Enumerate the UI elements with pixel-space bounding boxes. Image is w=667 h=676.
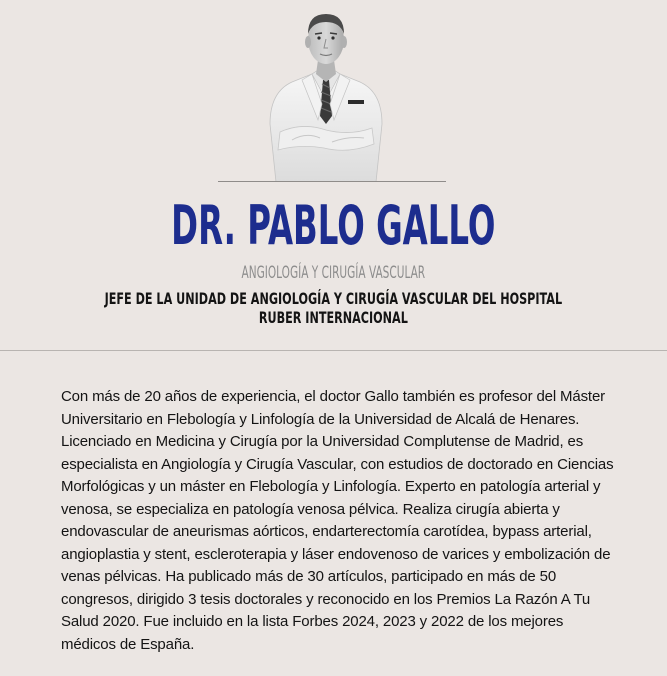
portrait-divider [218, 181, 446, 182]
bio-line: Con más de 20 años de experiencia, el doctor Gallo también es profesor del Máster [61, 388, 605, 405]
doctor-position-line: RUBER INTERNACIONAL [258, 308, 408, 327]
bio-line: médicos de España. [61, 635, 195, 653]
bio-line: venas pélvicas. Ha publicado más de 30 artículos, participado en más de 50 [61, 568, 557, 585]
bio-line: especialista en Angiología y Cirugía Vascular, con estudios de doctorado en Ciencias [61, 455, 614, 473]
bio-line: Licenciado en Medicina y Cirugía por la Universidad Complutense de Madrid, es [61, 433, 584, 450]
doctor-portrait [262, 4, 390, 182]
bio-line: Morfológicas y un máster en Flebología y Linfología. Experto en patología arterial y [61, 478, 601, 495]
doctor-name: DR. PABLO GALLO [171, 194, 496, 257]
doctor-position [100, 289, 567, 327]
section-divider [0, 350, 667, 351]
doctor-specialty: ANGIOLOGÍA Y CIRUGÍA VASCULAR [241, 263, 426, 283]
bio-line: angioplastia y stent, escleroterapia y láser endovenoso de varices y embolización de [61, 545, 611, 563]
bio-line: Salud 2020. Fue incluido en la lista Forbes 2024, 2023 y 2022 de los mejores [61, 613, 564, 630]
doctor-biography [61, 386, 614, 656]
bio-line: Universitario en Flebología y Linfología de la Universidad de Alcalá de Henares. [61, 410, 580, 428]
bio-line: congresos, dirigido 3 tesis doctorales y reconocido en los Premios La Razón A Tu [61, 590, 591, 608]
bio-line: endovascular de aneurismas aórticos, endarterectomía carotídea, bypass arterial, [61, 523, 592, 540]
bio-line: venosa, se especializa en patología venosa pélvica. Realiza cirugía abierta y [61, 500, 560, 518]
doctor-position-line: JEFE DE LA UNIDAD DE ANGIOLOGÍA Y CIRUGÍA VASCULAR DEL HOSPITAL [104, 289, 563, 308]
